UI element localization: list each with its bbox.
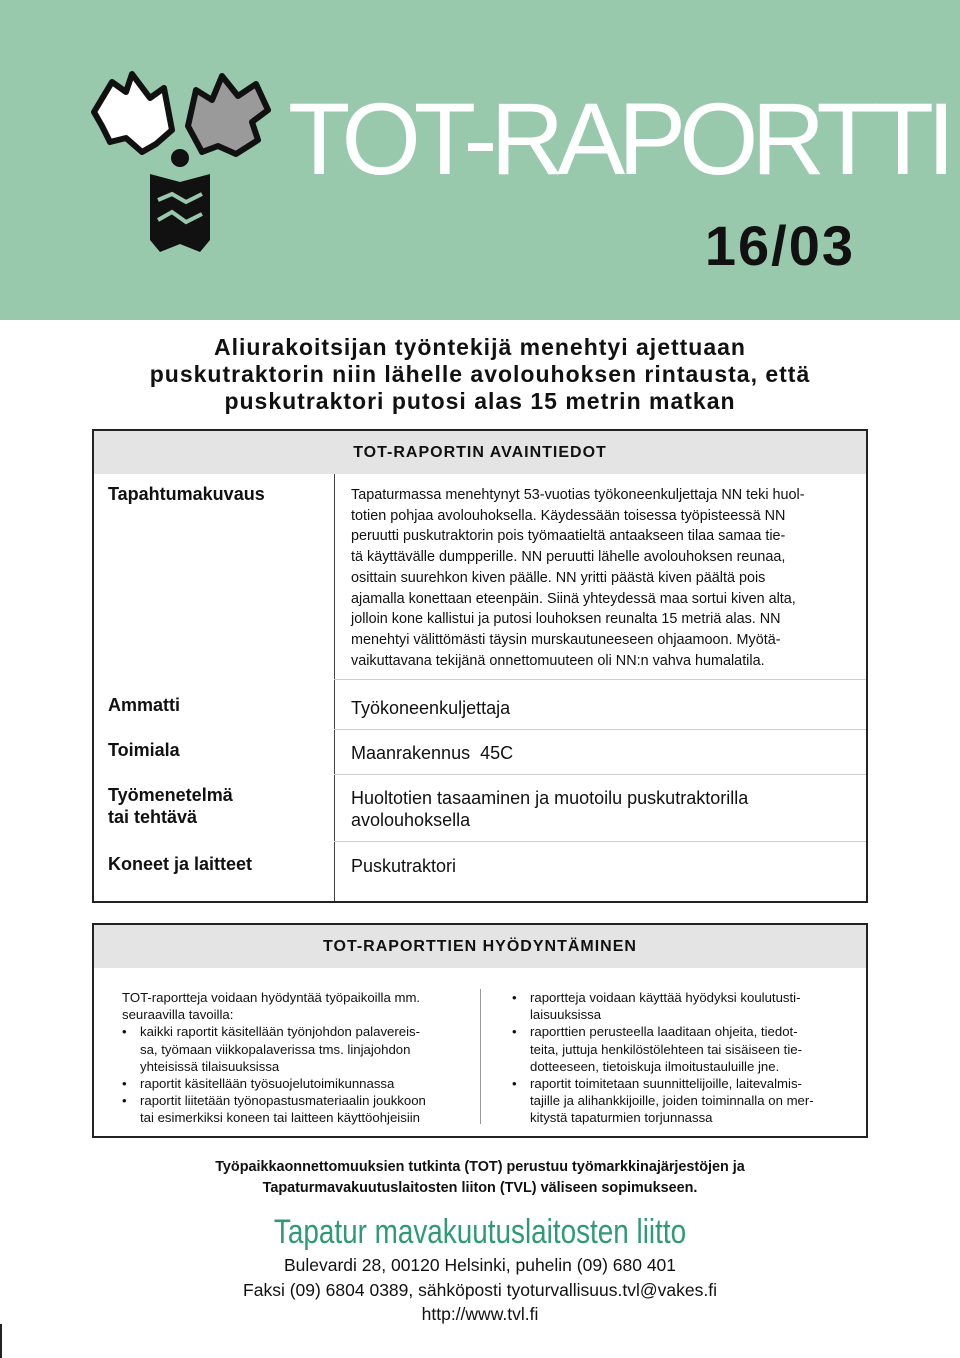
method-label-line: Työmenetelmä [108,785,233,805]
list-item [512,1023,842,1075]
list-item [122,1023,457,1075]
list-item [512,989,842,1023]
description-label: Tapahtumakuvaus [108,484,265,504]
bullet-line: • raportit käsitellään työsuojelutoimikunnassa [140,1076,395,1092]
list-item [122,1092,457,1126]
description-line: Tapaturmassa menehtynyt 53-vuotias työkoneenkuljettaja NN teki huol- [351,487,805,503]
method-label [108,784,233,828]
headline-line: Aliurakoitsijan työntekijä menehtyi ajettuaan [214,334,746,360]
usage-left-column [122,989,457,1127]
method-value-line: Huoltotien tasaaminen ja muotoilu puskutraktorilla [351,788,749,808]
list-item [122,1075,457,1092]
contact-info [0,1253,960,1327]
incident-description [351,485,845,671]
bullet-line: tai esimerkiksi koneen tai laitteen käyttöohjeisiin [140,1110,421,1126]
usage-intro-line: seuraavilla tavoilla: [122,1007,234,1023]
bullet-line: teita, juttuja henkilöstölehteen tai sisäiseen tie- [530,1041,802,1057]
headline-line: puskutraktorin niin lähelle avolouhoksen rintausta, että [149,361,811,387]
bullet-line: • raportteja voidaan käyttää hyödyksi koulutusti- [530,990,801,1005]
bullet-line: tajille ja alihankkijoille, joiden toiminnalla on mer- [530,1093,814,1109]
usage-heading: TOT-RAPORTTIEN HYÖDYNTÄMINEN [94,925,866,968]
report-headline [0,334,960,415]
bullet-line: dotteeseen, tietoiskuja ilmoitustauluille jne. [530,1058,780,1074]
bullet-line: • raportit toimitetaan suunnittelijoille, laitevalmis- [530,1076,802,1092]
tot-logo-icon [88,70,273,260]
method-value-line: avolouhoksella [351,810,471,830]
occupation-label: Ammatti [108,695,181,715]
description-line: osittain suurehkon kiven päälle. NN yritti päästä kiven päältä pois [351,569,766,586]
note-line: Tapaturmavakuutuslaitosten liiton (TVL) väliseen sopimukseen. [262,1180,698,1196]
website-link[interactable]: http://www.tvl.fi [421,1304,539,1325]
usage-right-list [512,989,842,1127]
bullet-line: kitystä tapaturmien torjunnassa [530,1110,713,1126]
machines-value: Puskutraktori [351,856,457,876]
description-line: vaikuttavana tekijänä onnettomuuteen oli NN:n vahva humalatila. [351,652,765,669]
column-divider [334,474,335,901]
usage-column-divider [480,989,481,1124]
issue-number: 16/03 [704,214,855,277]
bullet-line: • raportit liitetään työnopastusmateriaalin joukkoon [140,1093,426,1109]
address: Bulevardi 28, 00120 Helsinki, puhelin (09) 680 401 [283,1255,677,1275]
description-line: menehtyi välittömästi täysin murskautuneeseen ohjaamoon. Myötä- [351,631,781,648]
description-line: totien pohjaa avolouhoksella. Käydessään toisessa työpisteessä NN [351,507,786,524]
page-edge-mark [0,1324,2,1358]
organization-name: Tapatur mavakuutuslaitosten liitto [273,1213,687,1251]
method-value [351,787,748,831]
row-divider [334,774,866,775]
usage-right-column [512,989,842,1127]
usage-box [92,923,868,1138]
description-line: ajamalla konettaan eteenpäin. Siinä yhteydessä maa sortui kiven alta, [351,590,796,607]
description-line: peruutti puskutraktorin pois työmaatieltä antaakseen tilaa samaa tie- [351,528,786,545]
row-divider [334,841,866,842]
usage-left-list [122,1023,457,1126]
key-facts-box [92,429,868,903]
fax-email: Faksi (09) 6804 0389, sähköposti tyoturvallisuus.tvl@vakes.fi [243,1279,717,1300]
industry-label: Toimiala [108,740,180,760]
row-divider [334,679,866,680]
list-item [512,1075,842,1127]
bullet-line: laisuuksissa [530,1007,602,1023]
method-label-line: tai tehtävä [108,807,198,827]
bullet-line: yhteisissä tilaisuuksissa [140,1058,280,1074]
report-header [0,0,960,320]
agreement-note [0,1157,960,1199]
note-line: Työpaikkaonnettomuuksien tutkinta (TOT) perustuu työmarkkinajärjestöjen ja [215,1159,745,1175]
row-divider [334,729,866,730]
report-brand-title: TOT-RAPORTTI [288,82,949,196]
bullet-line: • kaikki raportit käsitellään työnjohdon palavereis- [140,1024,421,1040]
bullet-line: • raporttien perusteella laaditaan ohjeita, tiedot- [530,1024,798,1040]
bullet-line: sa, työmaan viikkopalaverissa tms. linjajohdon [140,1041,411,1057]
usage-intro-line: TOT-raportteja voidaan hyödyntää työpaikoilla mm. [122,990,421,1005]
headline-line: puskutraktori putosi alas 15 metrin matkan [224,388,736,414]
industry-value: Maanrakennus 45C [351,743,514,763]
description-line: tä käyttävälle dumpperille. NN peruutti lähelle avolouhoksen reunaa, [351,549,786,566]
key-facts-heading: TOT-RAPORTIN AVAINTIEDOT [94,431,866,474]
description-line: jolloin kone kallistui ja putosi louhoksen reunalta 15 metriä alas. NN [351,611,781,628]
machines-label: Koneet ja laitteet [108,854,253,874]
occupation-value: Työkoneenkuljettaja [351,698,511,718]
